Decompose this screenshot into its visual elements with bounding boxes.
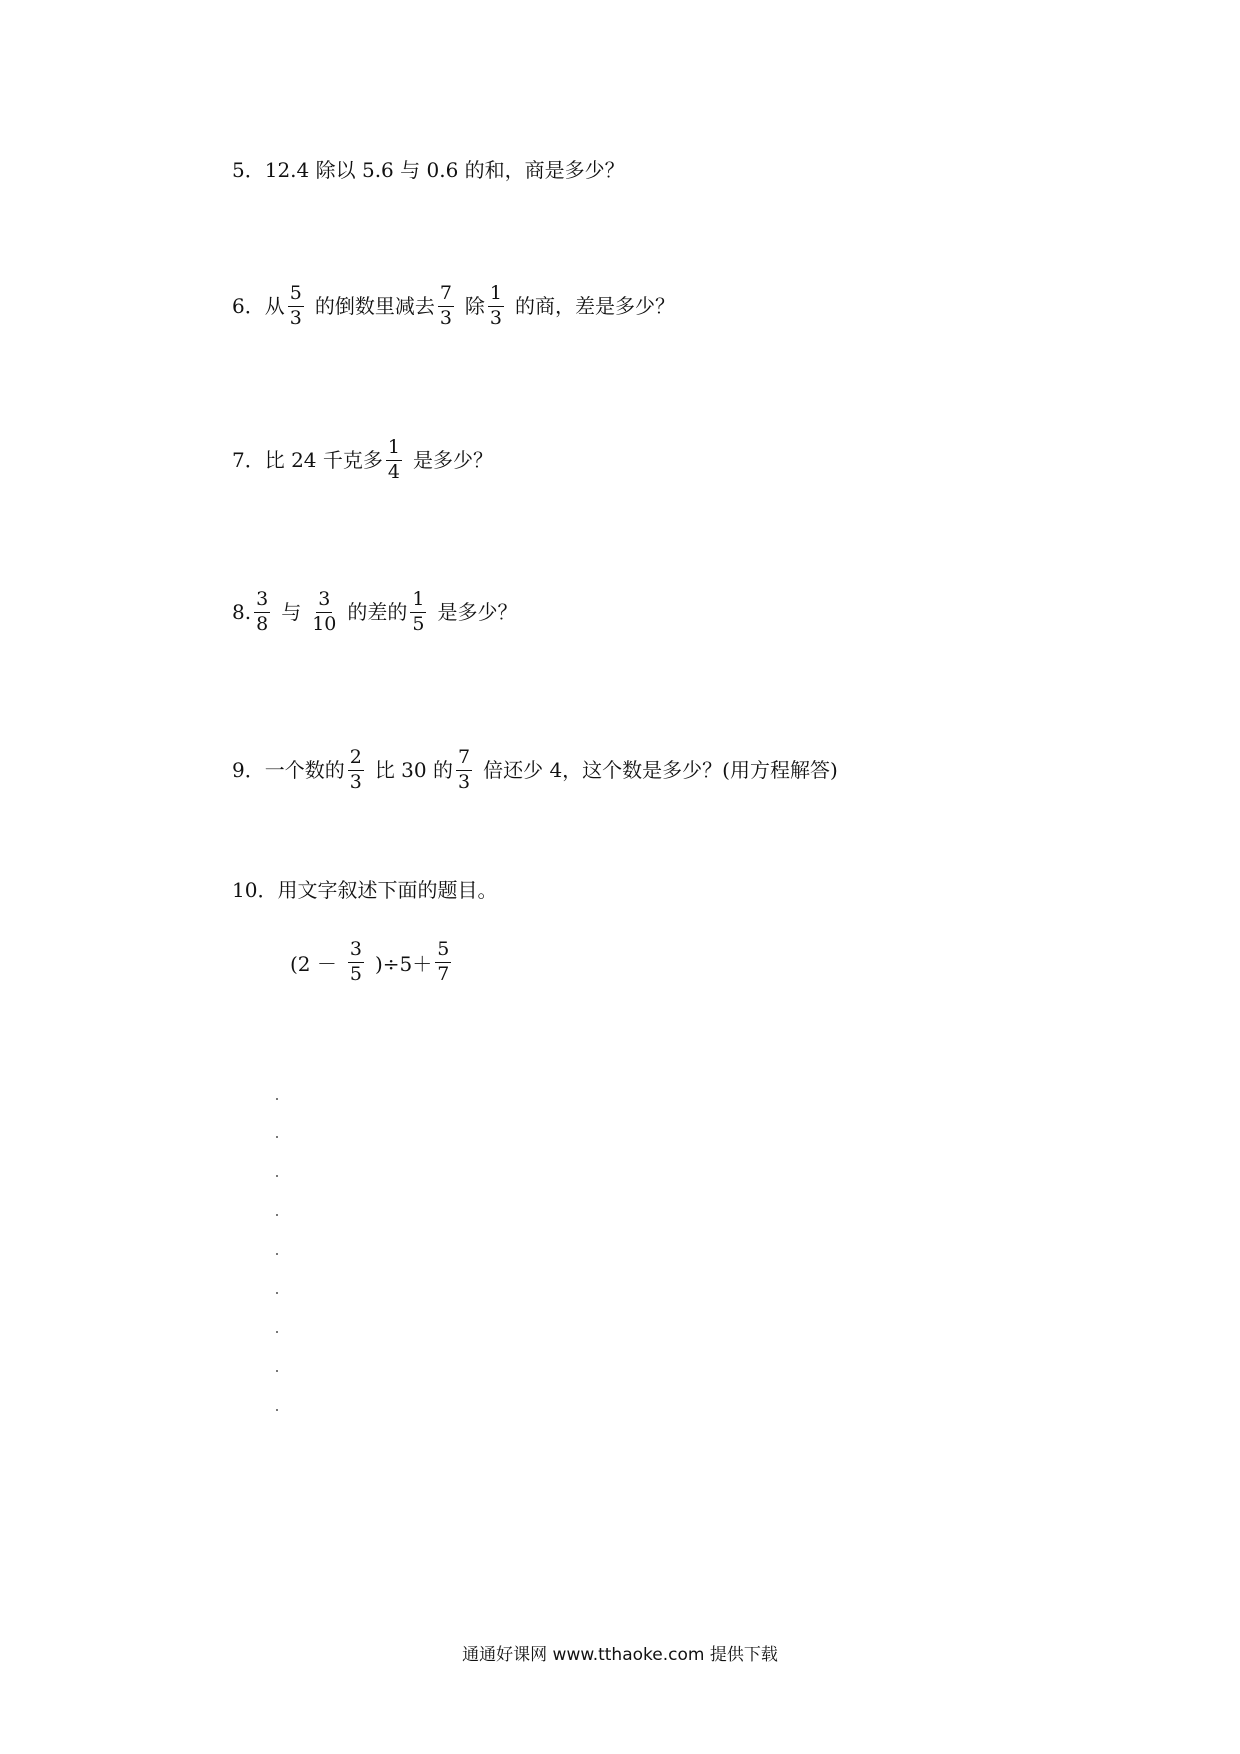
fraction-numerator: 3 [316, 590, 332, 613]
question-7-prefix: 7．比 24 千克多 [232, 448, 383, 473]
fraction-denominator: 10 [312, 612, 337, 635]
fraction [410, 590, 426, 635]
fraction-denominator: 3 [458, 770, 471, 793]
fraction [456, 748, 472, 793]
question-6-prefix: 6．从 [232, 294, 285, 319]
expression-mid: )÷5＋ [374, 951, 433, 976]
scan-dot [276, 1214, 278, 1216]
fraction-numerator: 1 [488, 284, 504, 307]
fraction-numerator: 7 [456, 748, 472, 771]
question-8-mid1: 与 [281, 600, 302, 625]
fraction [254, 590, 270, 635]
question-10-text: 10．用文字叙述下面的题目。 [232, 878, 498, 902]
scan-dot [276, 1370, 278, 1372]
question-5-text: 5．12.4 除以 5.6 与 0.6 的和，商是多少？ [232, 158, 625, 182]
fraction-denominator: 7 [437, 962, 450, 985]
fraction [386, 438, 402, 483]
fraction-denominator: 3 [349, 770, 362, 793]
fraction [348, 940, 364, 985]
question-9-mid1: 比 30 的 [374, 758, 453, 783]
scan-dot [276, 1253, 278, 1255]
question-10 [232, 880, 497, 900]
question-8-suffix: 是多少？ [437, 600, 518, 625]
question-7-suffix: 是多少？ [412, 448, 493, 473]
fraction [435, 940, 451, 985]
question-9-prefix: 9．一个数的 [232, 758, 345, 783]
fraction-numerator: 1 [386, 438, 402, 461]
scan-dot [276, 1098, 278, 1100]
fraction-denominator: 4 [387, 460, 400, 483]
fraction-numerator: 5 [288, 284, 304, 307]
fraction [312, 590, 336, 635]
scan-dot [276, 1409, 278, 1411]
fraction-denominator: 3 [489, 306, 503, 329]
fraction-denominator: 5 [412, 612, 425, 635]
fraction-denominator: 5 [349, 962, 362, 985]
fraction-numerator: 3 [348, 940, 364, 963]
question-6 [232, 284, 675, 329]
fraction-denominator: 3 [439, 306, 452, 329]
fraction-denominator: 8 [256, 612, 269, 635]
fraction [488, 284, 504, 329]
question-10-expression [290, 940, 454, 985]
scan-dot [276, 1136, 278, 1138]
question-7 [232, 438, 493, 483]
fraction-numerator: 5 [435, 940, 451, 963]
question-6-mid1: 的倒数里减去 [314, 294, 435, 319]
fraction [288, 284, 304, 329]
question-9-suffix: 倍还少 4，这个数是多少？(用方程解答) [483, 758, 838, 783]
question-6-suffix: 的商，差是多少？ [515, 294, 676, 319]
fraction [348, 748, 364, 793]
question-5 [232, 160, 625, 180]
fraction [438, 284, 454, 329]
question-6-mid2: 除 [464, 294, 485, 319]
question-9 [232, 748, 838, 793]
scan-dot [276, 1175, 278, 1177]
fraction-numerator: 2 [348, 748, 364, 771]
question-8-mid2: 的差的 [347, 600, 408, 625]
fraction-numerator: 7 [438, 284, 454, 307]
footer-source: 通通好课网 www.tthaoke.com 提供下载 [462, 1645, 778, 1665]
question-8-prefix: 8. [232, 600, 252, 625]
question-8 [232, 590, 517, 635]
scan-dot [276, 1331, 278, 1333]
fraction-denominator: 3 [289, 306, 302, 329]
expression-open: (2 － [290, 951, 337, 976]
fraction-numerator: 3 [254, 590, 270, 613]
fraction-numerator: 1 [410, 590, 426, 613]
scan-dot [276, 1292, 278, 1294]
